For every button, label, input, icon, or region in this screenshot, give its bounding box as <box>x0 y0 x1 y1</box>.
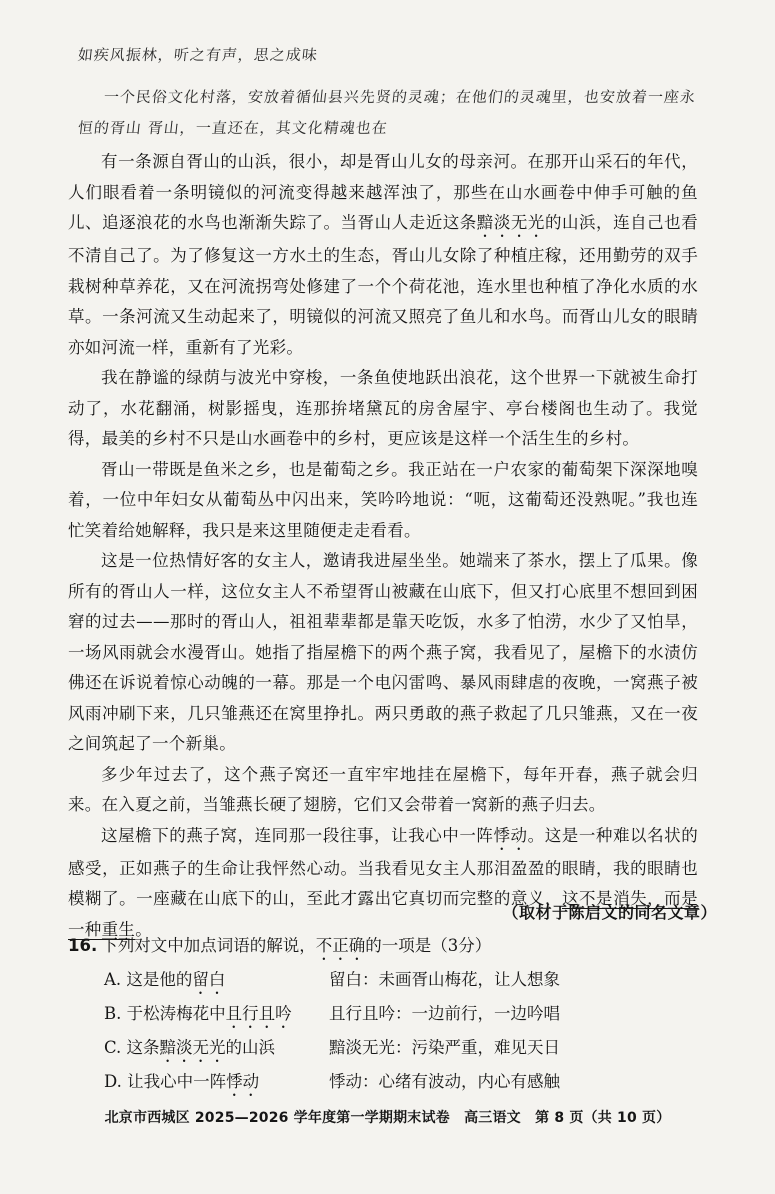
option-pre: 让我心中一阵 <box>127 1072 227 1091</box>
option-dotted-word: 黯淡无光 <box>159 1038 226 1057</box>
stem-text-a: 下列对文中加点词语的解说， <box>101 936 316 955</box>
option-b-phrase <box>68 998 329 1032</box>
paragraph-6-text-b: 。这是一种难以名状的感受，正如燕子的生命让我怦然心动。当我看见女主人那泪盈盈的眼睛，我的眼睛也模糊了。一座藏在山底下的山，至此才露出它真切而完整的意义， <box>68 825 699 908</box>
paragraph-3: 胥山一带既是鱼米之乡，也是葡萄之乡。我正站在一户农家的葡萄架下深深地嗅着，一位中年妇女从葡萄丛中闪出来，笑吟吟地说：“呃，这葡萄还没熟呢。”我也连忙笑着给她解释，我只是来这里随便走走看看。 <box>68 459 698 540</box>
paragraph-5: 多少年过去了，这个燕子窝还一直牢牢地挂在屋檐下，每年开春，燕子就会归来。在入夏之前，当雏燕长硬了翅膀，它们又会带着一窝新的燕子归去。 <box>68 764 698 814</box>
dotted-word-jidong: 悸动 <box>493 825 528 845</box>
page-footer: 北京市西城区 2025—2026 学年度第一学期期末试卷 高三语文 第 8 页（共 10 页） <box>104 1110 671 1126</box>
source-citation: （取材于陈启文的同名文章） <box>502 903 717 922</box>
paragraph-1 <box>68 147 698 363</box>
option-dotted-word: 留白 <box>192 970 226 989</box>
option-d-explanation: 悸动：心绪有波动，内心有感触 <box>329 1072 560 1091</box>
option-a[interactable] <box>68 964 708 998</box>
paragraph-2: 我在静谧的绿荫与波光中穿梭，一条鱼使地跃出浪花，这个世界一下就被生命打动了，水花翻涌，树影摇曳，连那拚堵黛瓦的房舍屋宇、亭台楼阁也生动了。我觉得，最美的乡村不只是山水画卷中的乡村，更应该是这样一个活生生的乡村。 <box>68 368 698 448</box>
question-16 <box>68 931 708 1100</box>
paragraph-6-text-a: 这屋檐下的燕子窝，连同那一段往事，让我心中一阵 <box>101 825 494 845</box>
option-c-phrase <box>68 1032 329 1066</box>
option-pre: 这条 <box>126 1038 160 1057</box>
option-letter: A. <box>104 970 122 989</box>
option-a-explanation: 留白：未画胥山梅花，让人想象 <box>329 970 560 989</box>
option-post: 的山浜 <box>225 1038 276 1057</box>
paragraph-1-text-b: 的山浜，连自己也看不清自己了。为了修复这一方水土的生态，胥山儿女除了种植庄稼，还用勤劳的双手栽树种草养花，又在河流拐弯处修建了一个个荷花池，连水里也种植了净化水质的水草。一条河流又生动起来了，明镜似的河流又照亮了鱼儿和水鸟。而胥山儿女的眼睛亦如河流一样，重新有了光彩。 <box>68 213 699 357</box>
paragraph-1-text-a: 有一条源自胥山的山浜，很小，却是胥山儿女的母亲河。在那开山采石的年代，人们眼看着一条明镜似的河流变得越来越浑浊了，那些在山水画卷中伸手可触的鱼儿、追逐浪花的水鸟也渐渐失踪了。当胥山人走近这条 <box>68 152 698 232</box>
option-dotted-word: 且行且吟 <box>225 1004 292 1023</box>
dotted-word-andan: 黯淡无光 <box>476 213 545 232</box>
option-b-explanation: 且行且吟：一边前行，一边吟唱 <box>329 1004 560 1023</box>
handwritten-note-3: 恒的胥山 胥山，一直还在，其文化精魂也在 <box>77 119 389 137</box>
stem-text-b: 的一项是（3分） <box>365 936 492 955</box>
handwritten-note-1: 如疾风振林，听之有声，思之成味 <box>77 46 319 64</box>
underlined-sentence: 这不是消失，而是一种重生 <box>68 889 699 939</box>
option-b[interactable] <box>68 998 708 1032</box>
paragraph-6-end: 。 <box>135 919 153 939</box>
option-dotted-word: 悸动 <box>226 1072 260 1091</box>
option-letter: D. <box>104 1072 122 1091</box>
paragraph-4: 这是一位热情好客的女主人，邀请我进屋坐坐。她端来了茶水，摆上了瓜果。像所有的胥山人一样，这位女主人不希望胥山被藏在山底下，但又打心底里不想回到困窘的过去——那时的胥山人，祖祖辈辈都是靠天吃饭，水多了怕涝，水少了又怕旱，一场风雨就会水漫胥山。她指了指屋檐下的两个燕子窝，我看见了，屋檐下的水渍仿佛还在诉说着惊心动魄的一幕。那是一个电闪雷鸣、暴风雨肆虐的夜晚，一窝燕子被风雨冲刷下来，几只雏燕还在窝里挣扎。两只勇敢的燕子救起了几只雏燕，又在一夜之间筑起了一个新巢。 <box>68 551 698 753</box>
question-number: 16. <box>68 936 98 955</box>
option-pre: 这是他的 <box>126 970 193 989</box>
question-stem <box>68 931 708 964</box>
option-d-phrase <box>68 1066 329 1100</box>
article-body <box>68 135 698 945</box>
paragraph-6 <box>68 821 698 946</box>
handwritten-note-2: 一个民俗文化村落，安放着循仙县兴先贤的灵魂；在他们的灵魂里，也安放着一座永 <box>103 88 697 106</box>
option-letter: B. <box>104 1004 122 1023</box>
option-pre: 于松涛梅花中 <box>126 1004 226 1023</box>
option-letter: C. <box>104 1038 122 1057</box>
option-c[interactable] <box>68 1032 708 1066</box>
stem-dotted-word: 不正确 <box>315 936 366 955</box>
option-d[interactable] <box>68 1066 708 1100</box>
option-a-phrase <box>68 964 329 998</box>
option-c-explanation: 黯淡无光：污染严重，难见天日 <box>329 1038 560 1057</box>
